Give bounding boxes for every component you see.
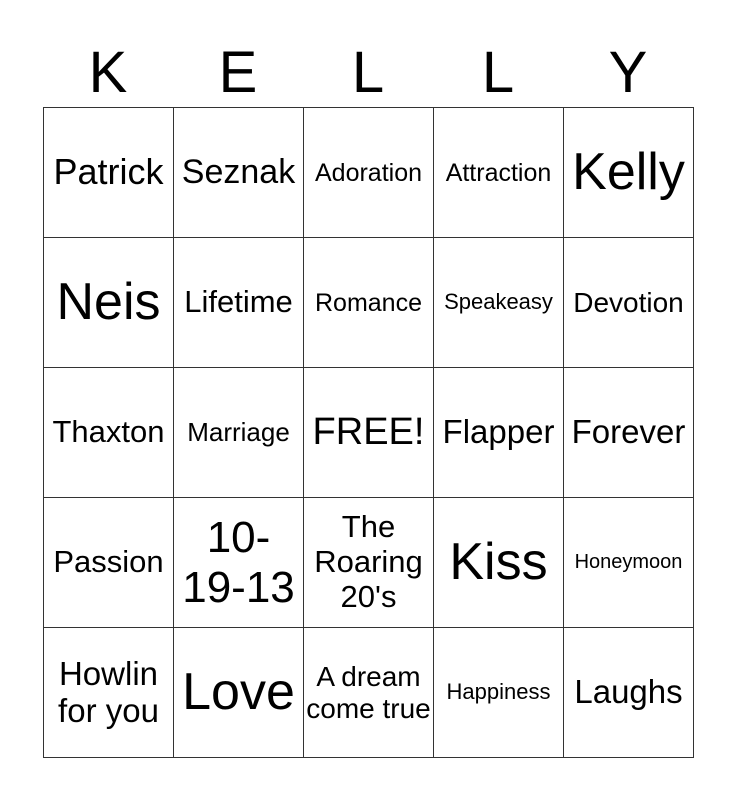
grid-row	[44, 368, 694, 498]
bingo-cell: 10-19-13	[174, 498, 304, 628]
header-letter-1: K	[88, 40, 128, 105]
bingo-cell: Kelly	[564, 108, 694, 238]
bingo-cell: Adoration	[304, 108, 434, 238]
header-letter-3: L	[351, 40, 385, 105]
bingo-cell: Happiness	[434, 628, 564, 758]
bingo-cell: Flapper	[434, 368, 564, 498]
bingo-cell: Thaxton	[44, 368, 174, 498]
bingo-cell: A dream come true	[304, 628, 434, 758]
grid-row	[44, 498, 694, 628]
bingo-cell: Forever	[564, 368, 694, 498]
bingo-cell: Attraction	[434, 108, 564, 238]
grid-row	[44, 238, 694, 368]
bingo-cell: Seznak	[174, 108, 304, 238]
bingo-header	[43, 38, 693, 108]
header-letter-5: Y	[608, 40, 648, 105]
bingo-cell: Marriage	[174, 368, 304, 498]
bingo-cell: Love	[174, 628, 304, 758]
bingo-cell: Speakeasy	[434, 238, 564, 368]
bingo-cell: Howlin for you	[44, 628, 174, 758]
bingo-grid	[43, 107, 694, 758]
header-letter-4: L	[481, 40, 515, 105]
free-cell: FREE!	[304, 368, 434, 498]
bingo-cell: Kiss	[434, 498, 564, 628]
bingo-cell: Neis	[44, 238, 174, 368]
bingo-cell: Passion	[44, 498, 174, 628]
grid-row	[44, 628, 694, 758]
bingo-cell: Romance	[304, 238, 434, 368]
bingo-cell: Patrick	[44, 108, 174, 238]
grid-row	[44, 108, 694, 238]
bingo-cell: Laughs	[564, 628, 694, 758]
bingo-cell: The Roaring 20's	[304, 498, 434, 628]
header-letter-2: E	[218, 40, 258, 105]
bingo-cell: Honeymoon	[564, 498, 694, 628]
bingo-cell: Lifetime	[174, 238, 304, 368]
bingo-cell: Devotion	[564, 238, 694, 368]
